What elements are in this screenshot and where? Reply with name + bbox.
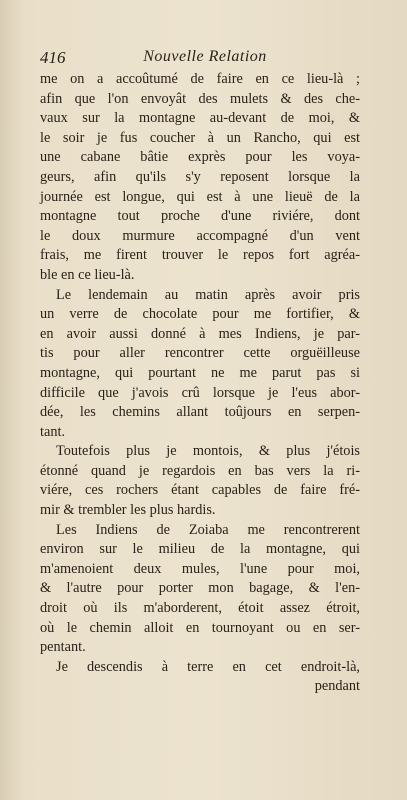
text-line: m'amenoient deux mules, l'une pour moi,: [40, 560, 360, 577]
text-line: & l'autre pour porter mon bagage, & l'en-: [40, 580, 360, 597]
text-line: une cabane bâtie exprès pour les voya-: [40, 149, 360, 166]
page-header: [40, 48, 370, 68]
text-line: pentant.: [40, 639, 86, 656]
text-line: mir & trembler les plus hardis.: [40, 502, 216, 519]
text-line: Les Indiens de Zoiaba me rencontrerent: [56, 521, 360, 538]
text-line: environ sur le milieu de la montagne, qui: [40, 541, 360, 558]
text-line: étonné quand je regardois en bas vers la ri-: [40, 462, 360, 479]
text-line: vaux sur la montagne au-devant de moi, &: [40, 110, 360, 127]
text-line: difficile que j'avois crû lorsque je l'eus abor-: [40, 384, 360, 401]
text-line: montagne tout proche d'une riviére, dont: [40, 208, 360, 225]
text-line: frais, me firent trouver le repos fort agréa-: [40, 247, 360, 264]
text-line: tant.: [40, 423, 66, 440]
text-line: le doux murmure accompagné d'un vent: [40, 227, 360, 244]
text-line: où le chemin alloit en tournoyant ou en ser-: [40, 619, 360, 636]
text-line: afin que l'on envoyât des mulets & des che-: [40, 90, 360, 107]
text-line: journée est longue, qui est à une lieuë de la: [40, 188, 360, 205]
text-line: Toutefois plus je montois, & plus j'étois: [56, 443, 360, 460]
text-line: un verre de chocolate pour me fortifier, &: [40, 306, 360, 323]
text-line: montagne, qui pourtant ne me parut pas si: [40, 364, 360, 381]
text-line: ble en ce lieu-là.: [40, 266, 135, 283]
text-line: geurs, afin qu'ils s'y reposent lorsque la: [40, 168, 360, 185]
text-line: Je descendis à terre en cet endroit-là,: [56, 658, 360, 675]
body-text: [40, 70, 360, 697]
running-title: Nouvelle Relation: [143, 48, 267, 65]
text-line: droit où ils m'aborderent, étoit assez étroit,: [40, 600, 360, 617]
text-line: en avoir aussi donné à mes Indiens, je par-: [40, 325, 360, 342]
catchword: pendant: [314, 678, 360, 695]
text-line: viére, ces rochers étant capables de faire fré-: [40, 482, 360, 499]
text-line: tis pour aller rencontrer cette orguëilleuse: [40, 345, 360, 362]
page-number: 416: [40, 48, 66, 67]
text-line: dée, les chemins allant toûjours en serpen-: [40, 404, 360, 421]
text-line: le soir je fus coucher à un Rancho, qui est: [40, 129, 360, 146]
text-line: Le lendemain au matin après avoir pris: [56, 286, 360, 303]
text-line: me on a accoûtumé de faire en ce lieu-là ;: [40, 71, 360, 87]
